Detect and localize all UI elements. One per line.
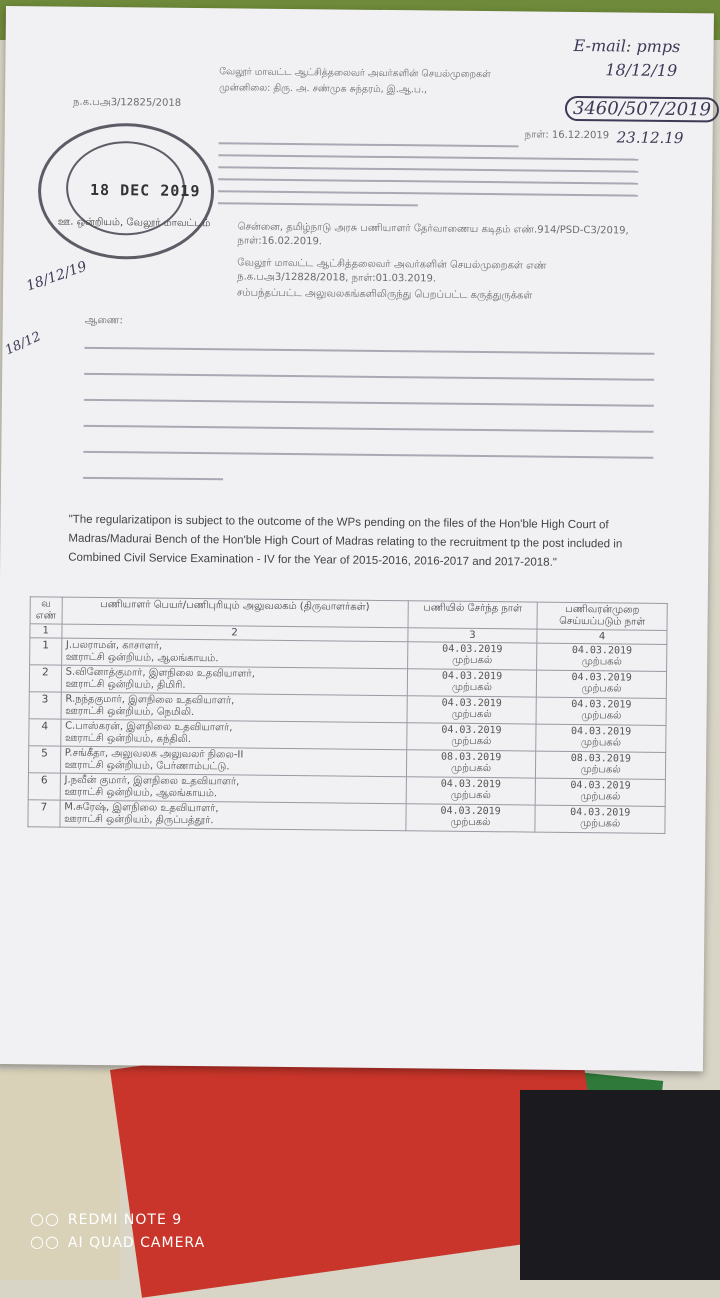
- employee-office: ஊராட்சி ஒன்றியம், நெமிலி.: [65, 705, 195, 719]
- regularization-session: முற்பகல்: [580, 764, 621, 776]
- document-page: [0, 6, 714, 1071]
- regularization-date: 08.03.2019: [570, 752, 631, 765]
- camera-watermark: [30, 1208, 205, 1254]
- handwritten-reference-number: 3460/507/2019: [565, 96, 719, 123]
- join-session: முற்பகல்: [451, 735, 492, 748]
- join-date: 04.03.2019: [441, 697, 502, 710]
- camera-logo-icon: ○○: [30, 1209, 60, 1228]
- join-date: 08.03.2019: [441, 751, 502, 764]
- serial-number: 3: [29, 692, 61, 719]
- join-date: 04.03.2019: [440, 778, 502, 791]
- join-session: முற்பகல்: [450, 789, 491, 802]
- regularization-session: முற்பகல்: [580, 818, 621, 830]
- regularization-session: முற்பகல்: [581, 683, 622, 695]
- serial-number: 7: [28, 800, 60, 827]
- header-join-date: பணியில் சேர்ந்த நாள்: [408, 601, 538, 629]
- employee-office: ஊராட்சி ஒன்றியம், பேர்ணாம்பட்டு.: [64, 759, 230, 773]
- office-presence-line: முன்னிலை: திரு. அ. சண்முக சுந்தரம், இ.ஆ.ப.,: [219, 82, 428, 96]
- regularization-date: 04.03.2019: [570, 725, 632, 738]
- regularization-date-cell: [536, 751, 666, 779]
- employee-name: M.சுரேஷ், இளநிலை உதவியாளர்,: [64, 801, 219, 815]
- join-session: முற்பகல்: [450, 762, 492, 775]
- employee-name: R.நந்தகுமார், இளநிலை உதவியாளர்,: [65, 693, 235, 707]
- employee-name: C.பாஸ்கரன், இளநிலை உதவியாளர்,: [65, 720, 233, 734]
- regularization-session: முற்பகல்: [580, 737, 622, 749]
- camera-model-line: [30, 1208, 205, 1231]
- employee-name: S.வினோத்குமார், இளநிலை உதவியாளர்,: [65, 666, 256, 680]
- employee-name: J.நவீன் குமார், இளநிலை உதவியாளர்,: [64, 774, 240, 788]
- background-dark-area: [520, 1090, 720, 1280]
- regularization-date-cell: [537, 670, 667, 698]
- name-office-cell: [60, 773, 406, 804]
- stamp-date: 18 DEC 2019: [89, 180, 201, 201]
- regularization-date-cell: [537, 643, 667, 671]
- join-session: முற்பகல்: [450, 816, 491, 829]
- join-date-cell: [407, 696, 537, 724]
- join-session: முற்பகல்: [452, 654, 493, 667]
- handwritten-date-note: 18/12/19: [605, 60, 678, 81]
- join-date: 04.03.2019: [440, 805, 501, 818]
- regularization-session: முற்பகல்: [580, 791, 621, 803]
- header-serial: வ எண்: [30, 597, 62, 624]
- column-number: 2: [62, 624, 408, 642]
- handwritten-left-note: 18/12/19: [24, 258, 89, 295]
- column-number: 4: [537, 629, 667, 644]
- reference-3: சம்பந்தப்பட்ட அலுவலகங்களிலிருந்து பெறப்பட்ட கருத்துருக்கள்: [236, 287, 533, 302]
- header-regularization-date: பணிவரன்முறை செய்யப்படும் நாள்: [537, 602, 667, 630]
- order-heading: ஆணை:: [84, 314, 123, 327]
- join-date-cell: [406, 723, 536, 751]
- join-date: 04.03.2019: [441, 724, 502, 737]
- join-date-cell: [406, 804, 536, 832]
- camera-tagline-line: [30, 1231, 205, 1254]
- name-office-cell: [60, 746, 406, 777]
- regularization-date: 04.03.2019: [570, 779, 631, 792]
- serial-number: 4: [29, 719, 61, 746]
- serial-number: 2: [29, 665, 61, 692]
- join-session: முற்பகல்: [451, 681, 492, 694]
- regularization-date-cell: [536, 778, 666, 806]
- camera-logo-icon: ○○: [30, 1232, 60, 1251]
- camera-tagline: AI QUAD CAMERA: [67, 1235, 206, 1251]
- regularization-note: "The regularizatipon is subject to the outcome of the WPs pending on the files of the Hon'ble High Court of Madras/Madurai Bench of the Hon'ble High Court of Madras relating to the recruitment tp the post included in Combined Civil Service Examination - IV for the Year of 2015-2016, 2016-2017 and 2017-2018.": [68, 513, 623, 569]
- order-date: நாள்: 16.12.2019: [524, 129, 610, 142]
- join-session: முற்பகல்: [451, 708, 492, 721]
- office-title: வேலூர் மாவட்ட ஆட்சித்தலைவர் அவர்களின் செயல்முறைகள்: [219, 66, 491, 81]
- join-date-cell: [406, 777, 536, 805]
- handwritten-left-note-2: 18/12: [3, 329, 44, 359]
- join-date-cell: [407, 669, 537, 697]
- table-row: [28, 800, 665, 834]
- regularization-date: 04.03.2019: [570, 806, 631, 819]
- employee-office: ஊராட்சி ஒன்றியம், கந்திலி.: [64, 732, 192, 745]
- regularization-date: 04.03.2019: [571, 671, 632, 684]
- name-office-cell: [60, 800, 406, 831]
- reference-1: சென்னை, தமிழ்நாடு அரசு பணியாளர் தேர்வாணைய கடிதம் எண்.914/PSD-C3/2019, நாள்:16.02.2019.: [237, 221, 629, 248]
- regularization-date-cell: [536, 724, 666, 752]
- name-office-cell: [61, 665, 407, 696]
- serial-number: 1: [30, 638, 62, 665]
- column-number: 1: [30, 624, 62, 638]
- regularization-date: 04.03.2019: [571, 644, 633, 657]
- employee-name: P.சங்கீதா, அலுவலக அலுவலர் நிலை-II: [64, 747, 244, 761]
- employee-name: J.பலராமன், காசாளர்,: [65, 639, 163, 652]
- name-office-cell: [60, 719, 406, 750]
- employee-office: ஊராட்சி ஒன்றியம், திருப்பத்தூர்.: [64, 813, 214, 827]
- serial-number: 6: [28, 773, 60, 800]
- reference-2: வேலூர் மாவட்ட ஆட்சித்தலைவர் அவர்களின் செயல்முறைகள் எண் ந.க.பஅ3/12828/2018, நாள்:01.03.2019.: [237, 257, 547, 285]
- regularization-session: முற்பகல்: [581, 656, 622, 668]
- handwritten-reference-date: 23.12.19: [616, 128, 684, 148]
- camera-model: REDMI NOTE 9: [67, 1212, 183, 1228]
- regularization-session: முற்பகல்: [581, 710, 622, 722]
- column-number: 3: [408, 628, 538, 643]
- regularization-date-cell: [535, 805, 665, 833]
- join-date: 04.03.2019: [441, 670, 503, 683]
- employee-office: ஊராட்சி ஒன்றியம், ஆலங்காயம்.: [65, 651, 219, 665]
- header-name-office: பணியாளர் பெயர்/பணிபுரியும் அலுவலகம் (திருவாளர்கள்): [62, 597, 408, 628]
- handwritten-email-note: E-mail: pmps: [573, 35, 681, 57]
- regularization-date-cell: [536, 697, 666, 725]
- employee-office: ஊராட்சி ஒன்றியம், திமிரி.: [65, 678, 186, 691]
- join-date-cell: [406, 750, 536, 778]
- serial-number: 5: [28, 746, 60, 773]
- join-date-cell: [407, 642, 537, 670]
- staff-regularization-table: [27, 596, 667, 834]
- reference-number: ந.க.பஅ3/12825/2018: [72, 96, 182, 109]
- name-office-cell: [61, 638, 407, 669]
- join-date: 04.03.2019: [442, 643, 503, 656]
- regularization-date: 04.03.2019: [571, 698, 632, 711]
- stamp-text: ஊ. ஒன்றியம், வேலூர் மாவட்டம்: [57, 216, 211, 230]
- name-office-cell: [61, 692, 407, 723]
- employee-office: ஊராட்சி ஒன்றியம், ஆலங்காயம்.: [64, 786, 218, 800]
